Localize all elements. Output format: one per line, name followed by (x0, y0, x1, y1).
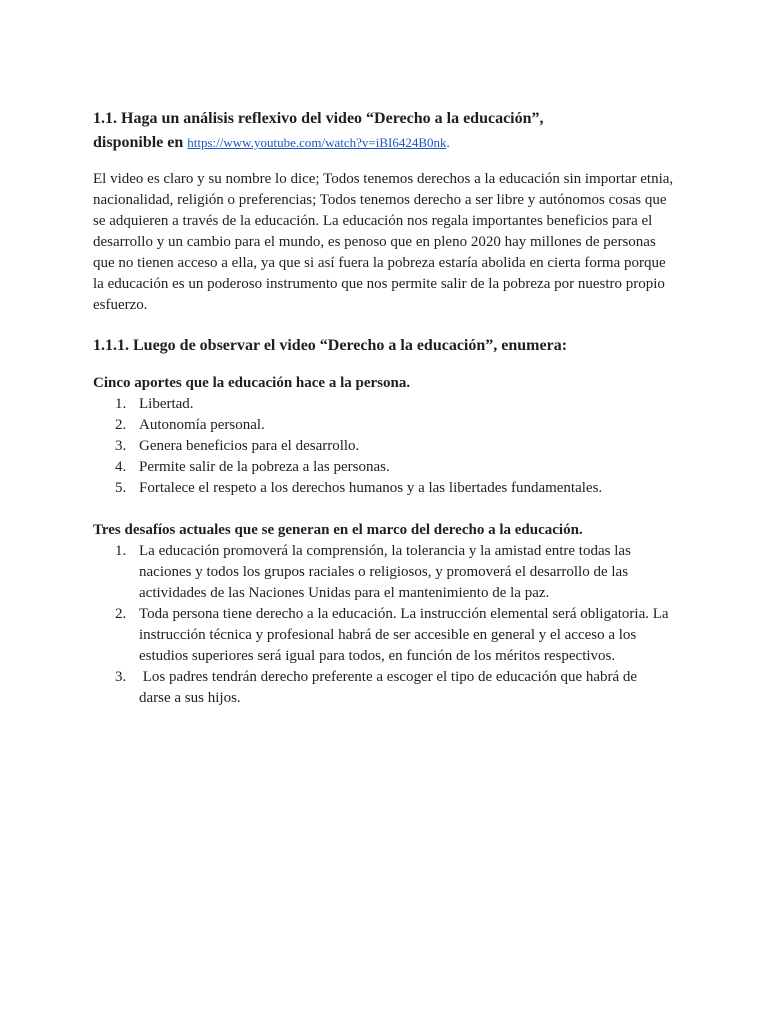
list-item (93, 541, 669, 604)
section-heading-1-1 (93, 107, 683, 155)
link-suffix: . (446, 135, 450, 150)
list-item-text: La educación promoverá la comprensión, la tolerancia y la amistad entre todas las naciones y todos los grupos raciales o religiosos, y promoverá el desarrollo de las actividades de las Naciones Unidas para el mantenimiento de la paz. (139, 543, 631, 601)
list-item (93, 667, 669, 709)
list-number: 1. (115, 543, 127, 559)
reflection-paragraph: El video es claro y su nombre lo dice; Todos tenemos derechos a la educación sin importar etnia, nacionalidad, religión o preferencias; Todos tenemos derecho a ser libre y autónomos cosas que se adquieren a través de la educación. La educación nos regala importantes beneficios para el desarrollo y un cambio para el mundo, es penoso que en pleno 2020 hay millones de personas que no tienen acceso a ella, ya que si así fuera la pobreza estaría abolida en cierta forma porque la educación es un poderoso instrumento que nos permite salir de la pobreza por nuestro propio esfuerzo. (93, 171, 674, 313)
list-item (93, 436, 683, 457)
contributions-list (93, 394, 683, 499)
list-item-text: Fortalece el respeto a los derechos humanos y a las libertades fundamentales. (139, 480, 603, 496)
list-number: 2. (115, 606, 127, 622)
list2-title: Tres desafíos actuales que se generan en el marco del derecho a la educación. (93, 522, 583, 538)
list-item (93, 415, 683, 436)
list-item-text: Toda persona tiene derecho a la educación. La instrucción elemental será obligatoria. La instrucción técnica y profesional habrá de ser accesible en general y el acceso a los estudios superiores será igual para todos, en función de los méritos respectivos. (139, 606, 669, 664)
heading-line-2: disponible en (93, 134, 184, 151)
list-number: 5. (115, 480, 127, 496)
list-number: 4. (115, 459, 127, 475)
list-item (93, 457, 683, 478)
list-item-text: Libertad. (139, 396, 194, 412)
list-item (93, 478, 683, 499)
heading-line-1: 1.1. Haga un análisis reflexivo del video “Derecho a la educación”, (93, 110, 544, 127)
youtube-link[interactable]: https://www.youtube.com/watch?v=iBI6424B0nk (187, 135, 447, 150)
list-item (93, 604, 669, 667)
document-page (93, 107, 683, 709)
list-number: 3. (115, 669, 127, 685)
list-item-text: Autonomía personal. (139, 417, 265, 433)
list-item-text: Genera beneficios para el desarrollo. (139, 438, 360, 454)
section-heading-1-1-1: 1.1.1. Luego de observar el video “Derecho a la educación”, enumera: (93, 337, 568, 354)
list-item-text: Los padres tendrán derecho preferente a escoger el tipo de educación que habrá de darse a sus hijos. (139, 669, 641, 706)
challenges-list (93, 541, 683, 709)
list1-title: Cinco aportes que la educación hace a la persona. (93, 375, 411, 391)
list-number: 1. (115, 396, 127, 412)
list-item-text: Permite salir de la pobreza a las personas. (139, 459, 390, 475)
list-number: 3. (115, 438, 127, 454)
list-number: 2. (115, 417, 127, 433)
list-item (93, 394, 683, 415)
